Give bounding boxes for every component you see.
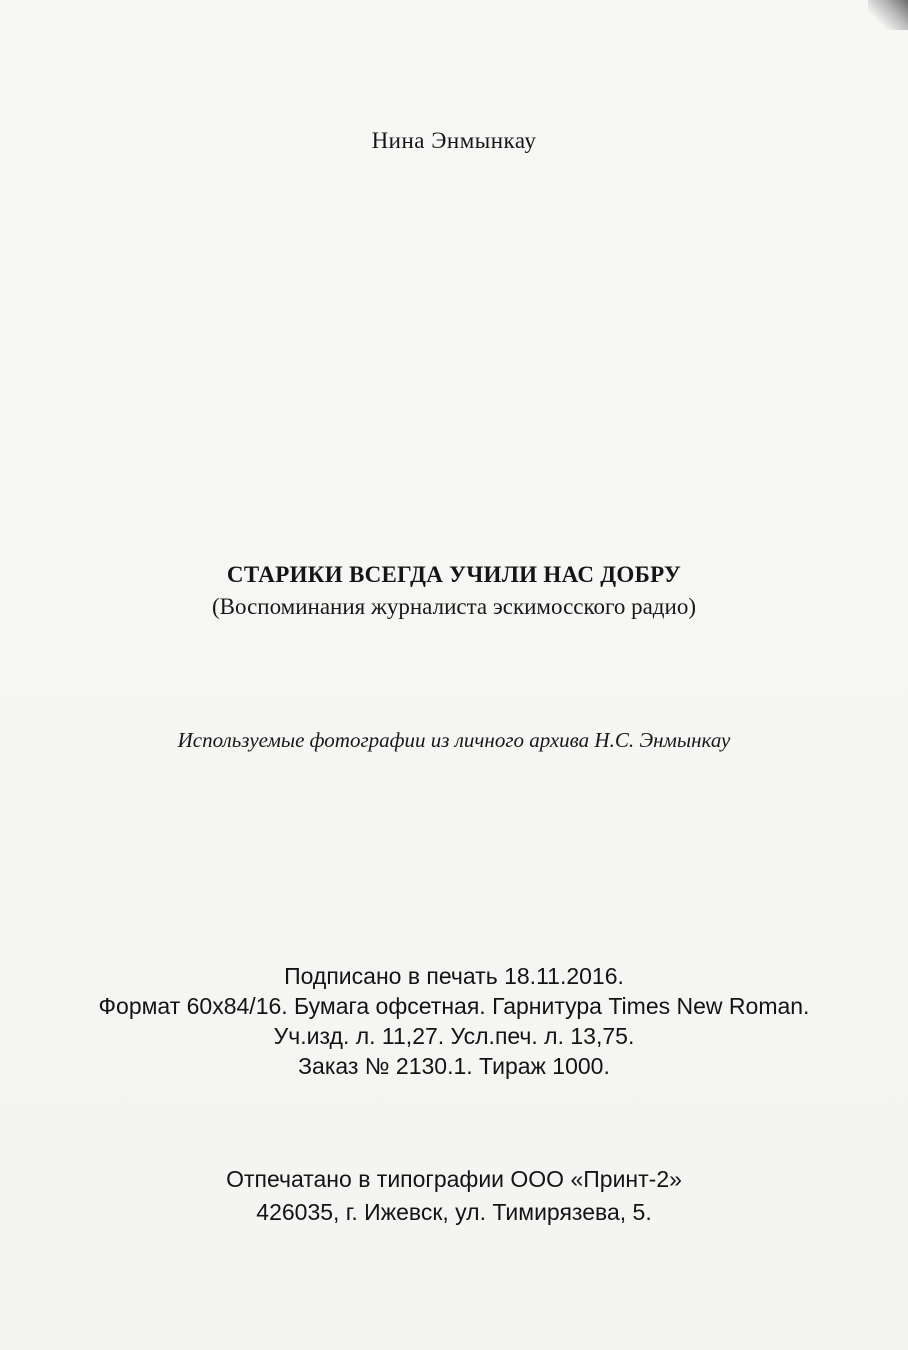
imprint-format-line: Формат 60х84/16. Бумага офсетная. Гарнитура Times New Roman.	[98, 993, 810, 1019]
printer-address-line: 426035, г. Ижевск, ул. Тимирязева, 5.	[256, 1199, 652, 1225]
printer-block	[0, 1163, 908, 1229]
photo-credit-note: Используемые фотографии из личного архива Н.С. Энмынкау	[177, 728, 731, 752]
book-subtitle: (Воспоминания журналиста эскимосского радио)	[212, 594, 696, 619]
imprint-sheets-line: Уч.изд. л. 11,27. Усл.печ. л. 13,75.	[273, 1023, 635, 1049]
page-corner-shadow	[868, 0, 908, 30]
book-title: СТАРИКИ ВСЕГДА УЧИЛИ НАС ДОБРУ	[226, 562, 682, 587]
imprint-block	[0, 961, 908, 1081]
printer-name-line: Отпечатано в типографии ООО «Принт-2»	[226, 1166, 682, 1192]
imprint-signed-line: Подписано в печать 18.11.2016.	[284, 963, 624, 989]
imprint-order-line: Заказ № 2130.1. Тираж 1000.	[298, 1053, 610, 1079]
author-name: Нина Энмынкау	[371, 128, 537, 153]
